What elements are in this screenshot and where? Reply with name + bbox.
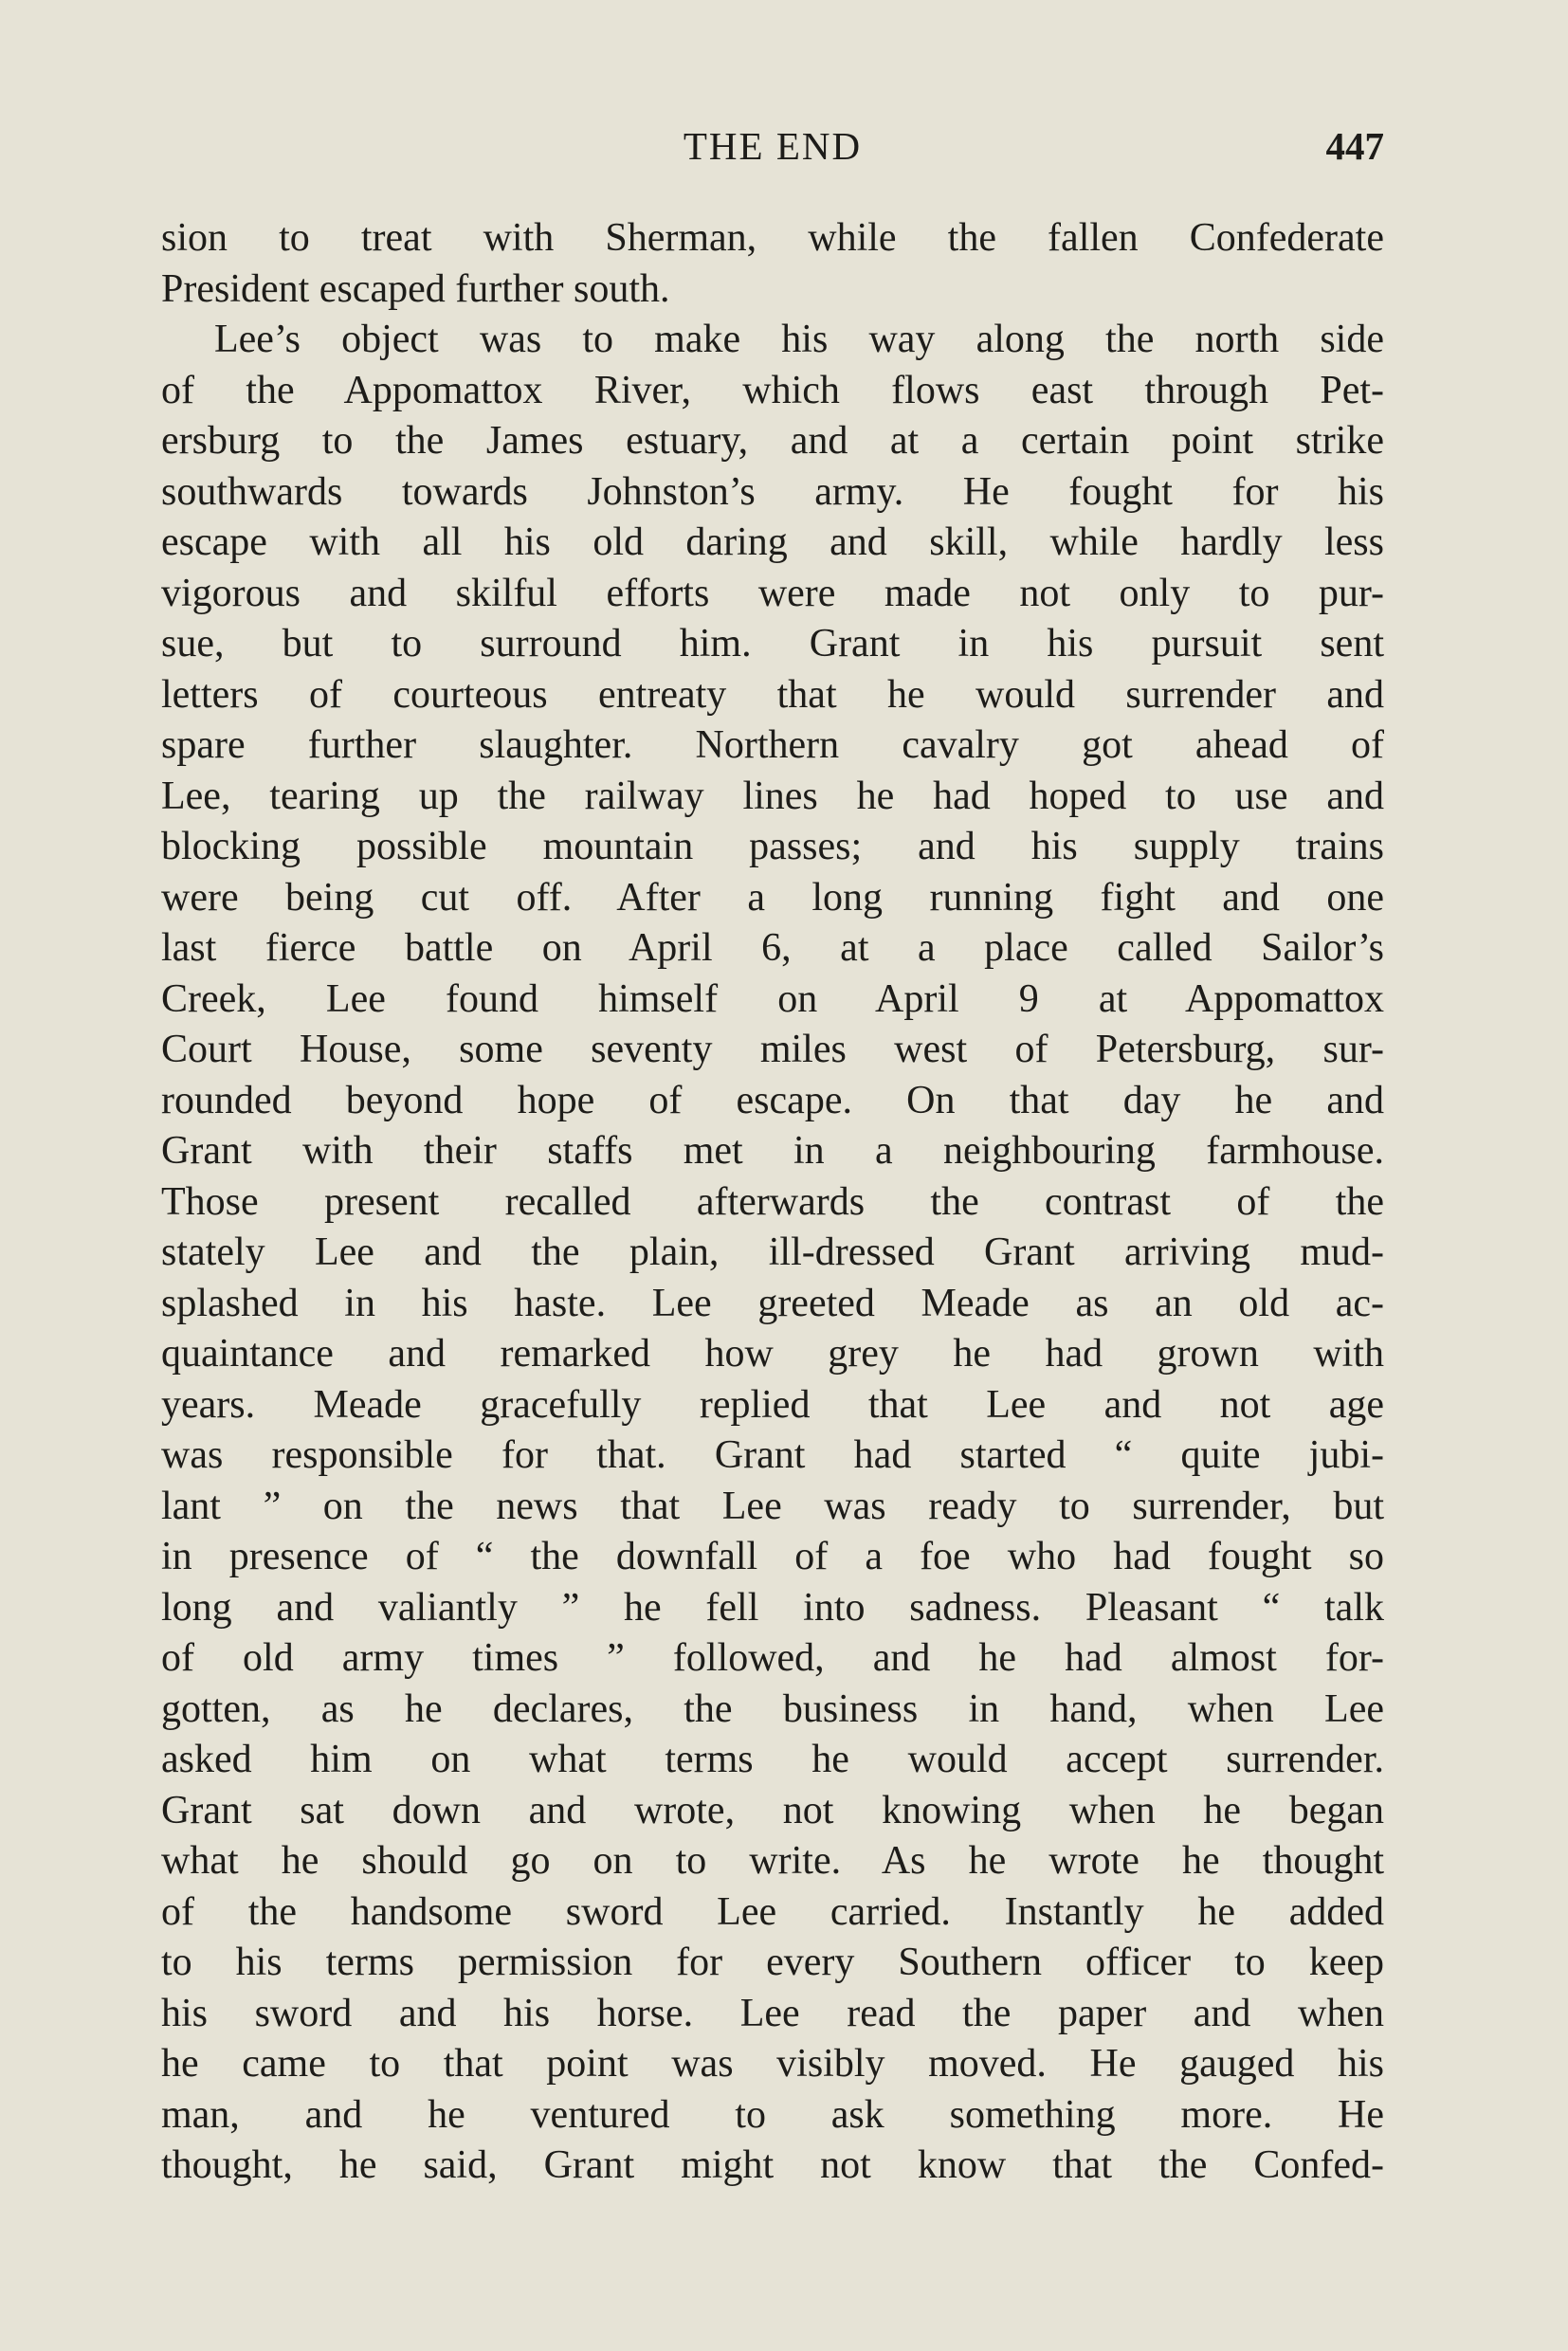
text-line: Grant sat down and wrote, not knowing when he began xyxy=(161,1788,1384,1832)
text-line: to his terms permission for every Southern officer to keep xyxy=(161,1941,1384,1984)
text-line: escape with all his old daring and skill, while hardly less xyxy=(161,520,1384,564)
text-line: Lee, tearing up the railway lines he had hoped to use and xyxy=(161,774,1384,818)
text-line: last fierce battle on April 6, at a place called Sailor’s xyxy=(161,926,1384,970)
text-line: his sword and his horse. Lee read the paper and when xyxy=(161,1991,1384,2035)
text-line: southwards towards Johnston’s army. He fought for his xyxy=(161,469,1384,514)
text-line: in presence of “ the downfall of a foe who had fought so xyxy=(161,1535,1384,1578)
text-line: letters of courteous entreaty that he would surrender and xyxy=(161,672,1384,717)
text-line: Court House, some seventy miles west of Petersburg, sur- xyxy=(161,1028,1384,1071)
text-line: long and valiantly ” he fell into sadness. Pleasant “ talk xyxy=(161,1585,1384,1630)
running-head xyxy=(161,123,1384,180)
text-line: lant ” on the news that Lee was ready to surrender, but xyxy=(161,1484,1384,1528)
text-line: sue, but to surround him. Grant in his pursuit sent xyxy=(161,622,1384,665)
text-line: years. Meade gracefully replied that Lee and not age xyxy=(161,1382,1384,1427)
chapter-title: THE END xyxy=(683,124,863,168)
text-line: he came to that point was visibly moved. He gauged his xyxy=(161,2042,1384,2086)
text-line: blocking possible mountain passes; and his supply trains xyxy=(161,825,1384,868)
text-line: rounded beyond hope of escape. On that day he and xyxy=(161,1078,1384,1122)
text-line: President escaped further south. xyxy=(161,266,670,311)
text-line: ersburg to the James estuary, and at a certain point strike xyxy=(161,419,1384,463)
text-line: asked him on what terms he would accept surrender. xyxy=(161,1738,1384,1781)
text-line: Creek, Lee found himself on April 9 at Appomattox xyxy=(161,976,1384,1021)
text-line: sion to treat with Sherman, while the fallen Confederate xyxy=(161,216,1384,260)
text-line: what he should go on to write. As he wrote he thought xyxy=(161,1839,1384,1883)
text-line: of old army times ” followed, and he had almost for- xyxy=(161,1636,1384,1680)
body-text xyxy=(161,213,1384,2192)
text-line: of the Appomattox River, which flows east through Pet- xyxy=(161,368,1384,412)
text-line: Those present recalled afterwards the contrast of the xyxy=(161,1179,1384,1224)
text-line: quaintance and remarked how grey he had grown with xyxy=(161,1332,1384,1376)
text-line: of the handsome sword Lee carried. Instantly he added xyxy=(161,1889,1384,1934)
text-line: man, and he ventured to ask something more. He xyxy=(161,2092,1384,2137)
text-line: stately Lee and the plain, ill-dressed Grant arriving mud- xyxy=(161,1230,1384,1274)
text-line: were being cut off. After a long running fight and one xyxy=(161,875,1384,920)
text-line: Grant with their staffs met in a neighbouring farmhouse. xyxy=(161,1129,1384,1173)
text-line: was responsible for that. Grant had started “ quite jubi- xyxy=(161,1433,1384,1477)
text-line: Lee’s object was to make his way along the north side xyxy=(214,318,1384,361)
text-line: thought, he said, Grant might not know that the Confed- xyxy=(161,2143,1384,2187)
text-line: splashed in his haste. Lee greeted Meade as an old ac- xyxy=(161,1281,1384,1325)
text-line: vigorous and skilful efforts were made not only to pur- xyxy=(161,571,1384,615)
text-line: spare further slaughter. Northern cavalry got ahead of xyxy=(161,723,1384,767)
page-number: 447 xyxy=(1325,124,1384,168)
text-line: gotten, as he declares, the business in hand, when Lee xyxy=(161,1686,1384,1731)
